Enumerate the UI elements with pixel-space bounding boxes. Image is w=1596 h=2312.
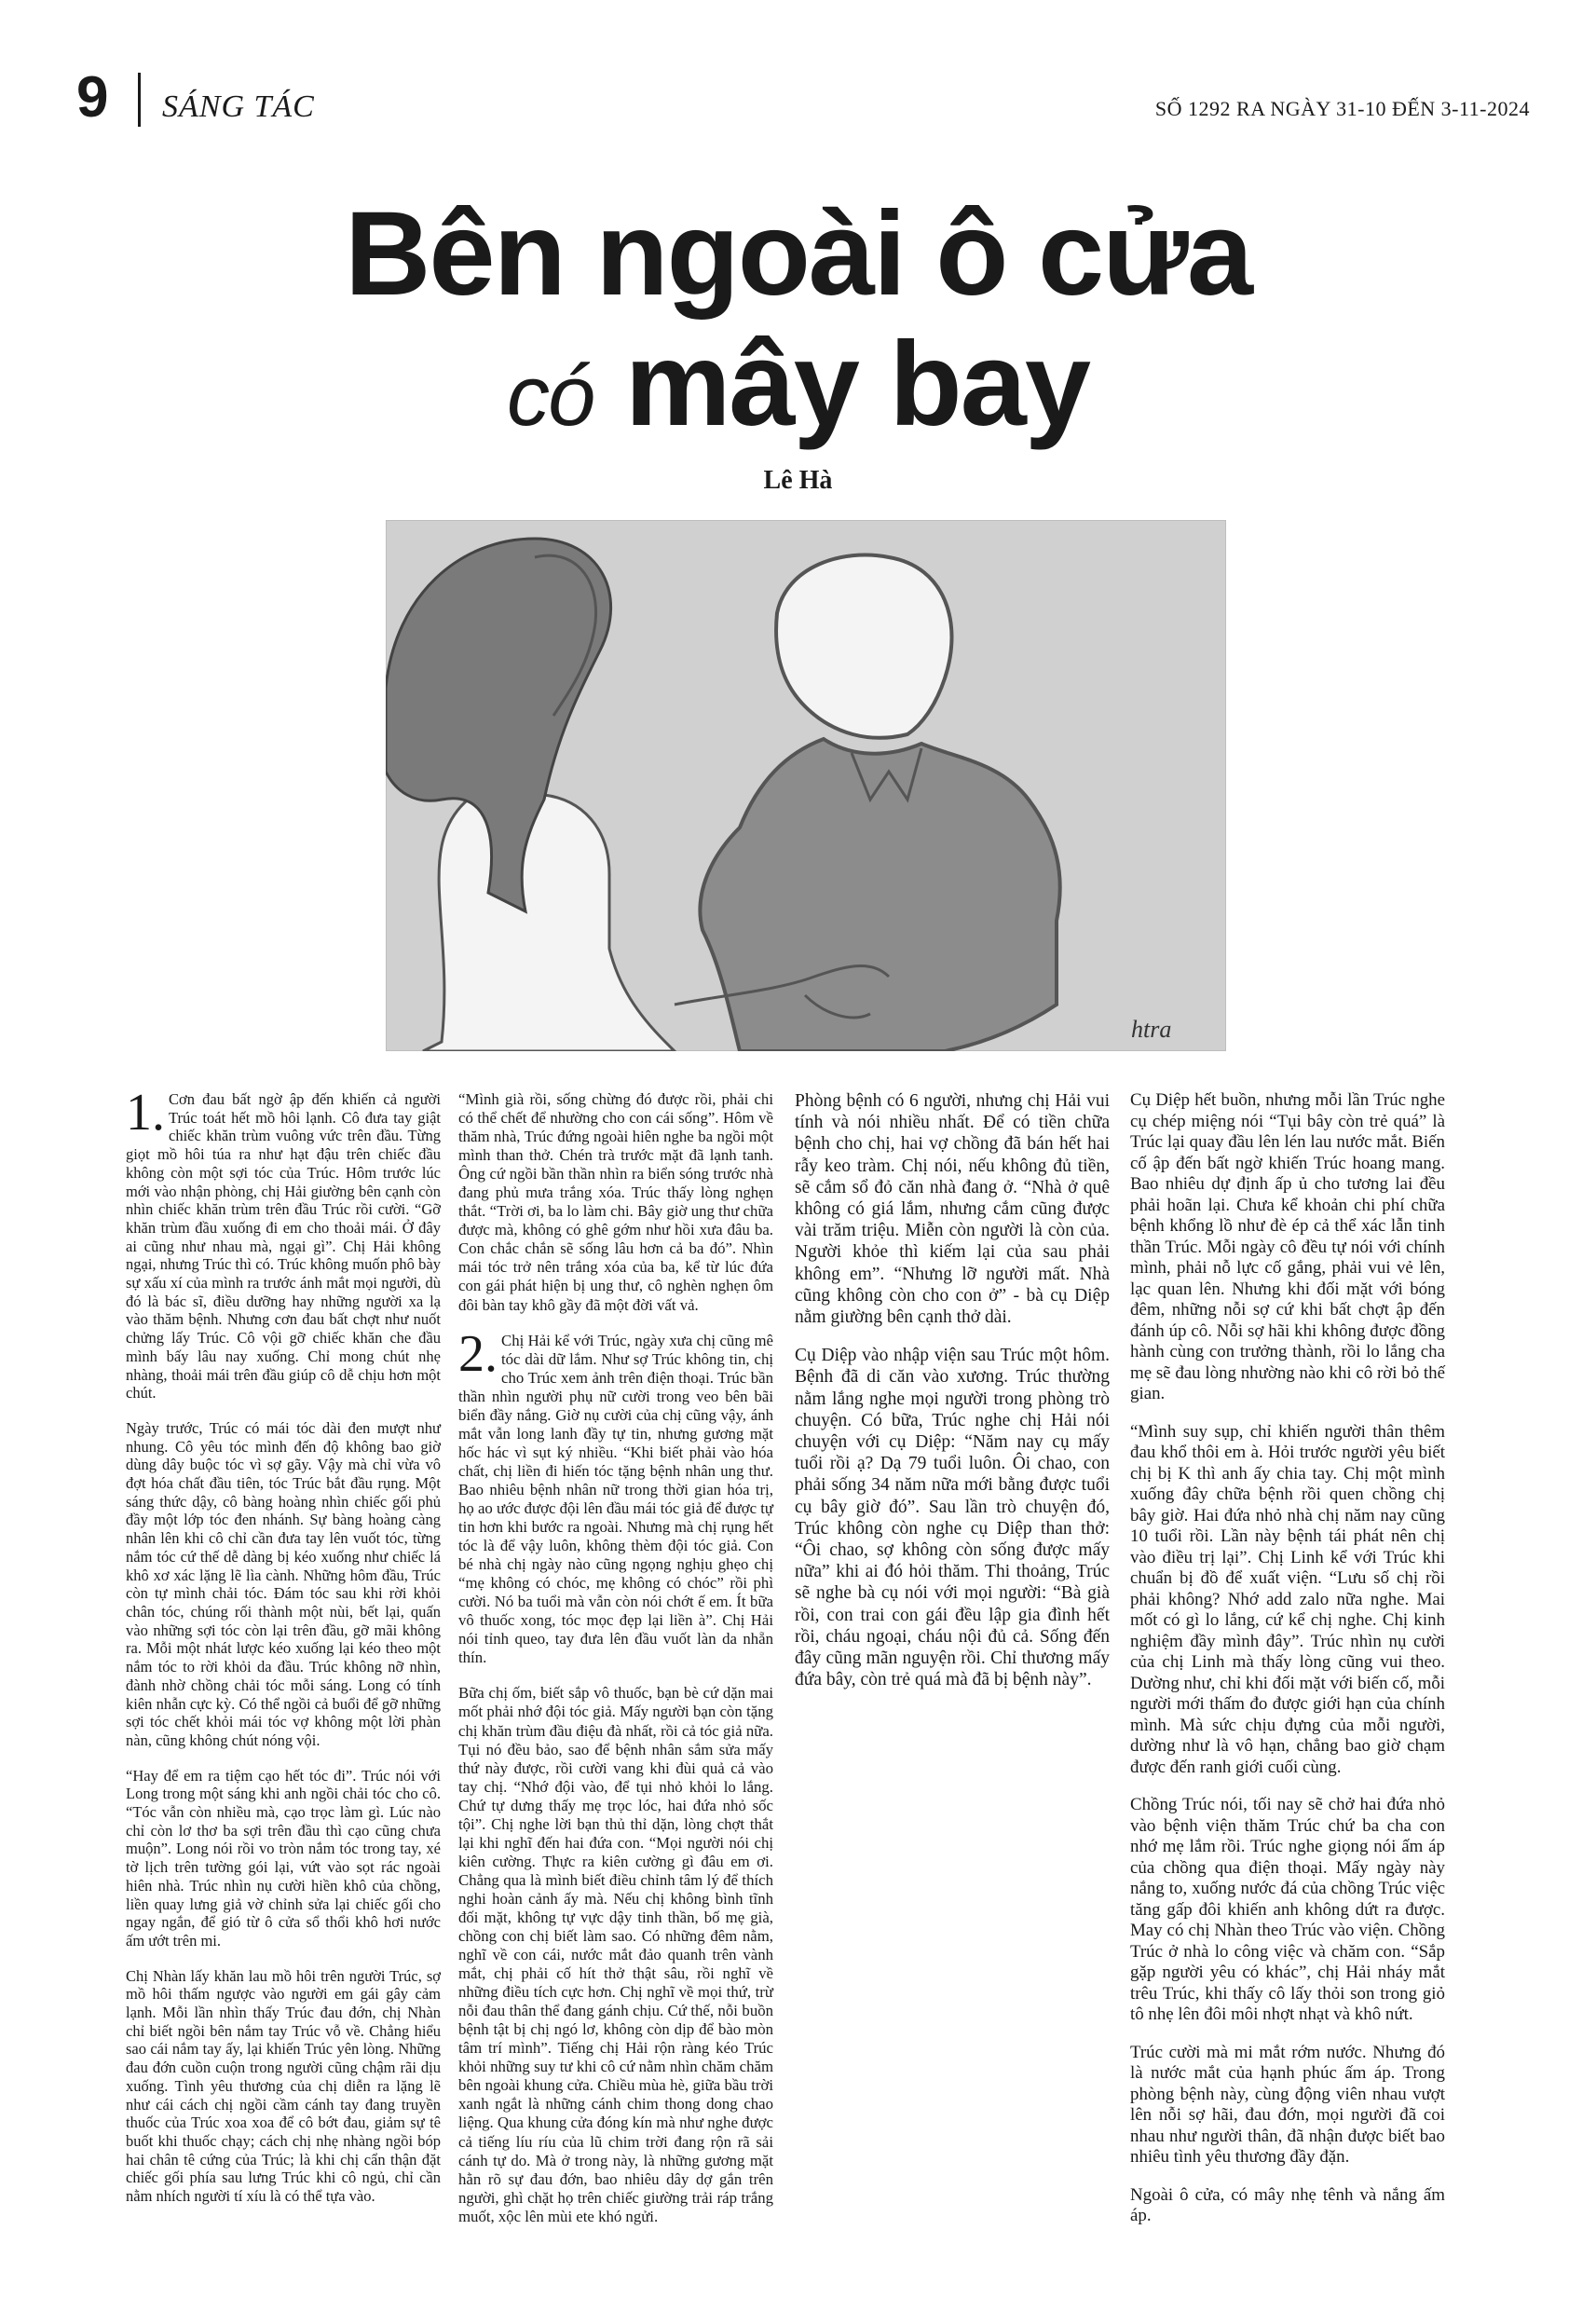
column-1 <box>126 1084 441 2223</box>
article-illustration <box>386 520 1226 1051</box>
paragraph: “Mình già rồi, sống chừng đó được rồi, phải chi có thể chết để nhường cho con cái sống”. Hôm về thăm nhà, Trúc đứng ngoài hiên nghe ba ngồi một mình than thở. Chén trà trước mặt đã lạnh tanh. Ông cứ ngồi bần thần nhìn ra biển sóng trước nhà đang phủ mưa trắng xóa. Trúc thấy lòng nghẹn thắt. “Trời ơi, ba lo làm chi. Bây giờ ung thư chữa được mà, không có ghê gớm như hồi xưa đâu ba. Con chắc chắn sẽ sống lâu hơn cả ba đó”. Nhìn mái tóc trở nên trắng xóa của ba, kể từ lúc đứa con gái phát hiện bị ung thư, cô nghèn nghẹn ôm đôi bàn tay khô gầy đã một đời vất vả. <box>458 1090 773 1314</box>
article-title-line1: Bên ngoài ô cửa <box>344 187 1252 321</box>
paragraph: Ngày trước, Trúc có mái tóc dài đen mượt như nhung. Cô yêu tóc mình đến độ không bao giờ dùng dây buộc tóc vì sợ gãy. Vậy mà chỉ vừa vô đợt hóa chất đầu tiên, tóc Trúc bắt đầu rụng. Một sáng thức dậy, cô bàng hoàng nhìn chiếc gối phủ đầy một lớp tóc đen nhánh. Sự bàng hoàng càng nhân lên khi cô chỉ cần đưa tay lên vuốt tóc, từng nắm tóc cứ thế dễ dàng bị kéo xuống như chiếc lá khô xơ xác lặng lẽ lìa cành. Những hôm đầu, Trúc còn tự mình chải tóc. Đám tóc sau khi rời khỏi chân tóc, chúng rối thành một nùi, bết lại, quấn vào những sợi tóc còn lại trên đầu, gỡ mãi không ra. Mỗi một nhát lược kéo xuống lại kéo theo một nắm tóc to rời khỏi da đầu. Trúc không nỡ nhìn, đành nhờ chồng chải tóc mỗi sáng. Long có tính kiên nhẫn cực kỳ. Có thể ngồi cả buổi để gỡ những sợi tóc chết khỏi mái tóc vợ không một lời phàn nàn, cũng không chút nóng vội. <box>126 1418 441 1749</box>
part-2-number: 2. <box>458 1324 498 1383</box>
page-header <box>76 65 1530 130</box>
author-byline: Lê Hà <box>763 466 833 495</box>
article-body <box>0 1084 1596 2255</box>
page-number: 9 <box>76 65 109 130</box>
article-title-line2 <box>0 315 1596 466</box>
issue-info: SỐ 1292 RA NGÀY 31-10 ĐẾN 3-11-2024 <box>1154 97 1530 120</box>
paragraph: Bữa chị ốm, biết sắp vô thuốc, bạn bè cứ dặn mai mốt phải nhớ đội tóc giả. Mấy người bạn còn tặng chị khăn trùm đầu điệu đà nhất, rồi cả tóc giả nữa. Tụi nó đều bảo, sao để bệnh nhân sắm sửa mấy thứ này được, rồi cười vang khi đùi quả cả vào tay chị. “Nhớ đội vào, để tụi nhỏ khỏi lo lắng. Chứ tự dưng thấy mẹ trọc lóc, hai đứa nhỏ sốc tội”. Chị nghe lời bạn thủ thỉ dặn, lòng chợt thắt lại khi nghĩ đến hai đứa con. “Mọi người nói chị kiên cường. Thực ra kiên cường gì đâu em ơi. Chẳng qua là mình biết điều chỉnh tâm lý để thích nghi hoàn cảnh ấy mà. Nếu chị không bình tĩnh đối mặt, không tự vực dậy tinh thần, bố mẹ già, chồng con chị biết làm sao. Có những đêm nằm, nghĩ về con cái, nước mắt đảo quanh trên vành mắt, chị phải cố hít thở thật sâu, rồi nghĩ về những điều tích cực hơn. Chị nghĩ về mọi thứ, trừ nỗi đau thân thể đang gánh chịu. Cứ thế, nỗi buồn bệnh tật bị chị ngó lơ, không còn dịp để bào mòn tâm trí mình”. Tiếng chị Hải rộn ràng kéo Trúc khỏi những suy tư khi cô cứ nằm nhìn chăm chăm bên ngoài khung cửa. Chiều mùa hè, giữa bầu trời xanh ngắt là những cánh chim thong dong chao liệng. Qua khung cửa đóng kín mà như nghe được cả tiếng líu ríu của lũ chim trời đang rộn rã sải cánh tự do. Mà ở trong này, là những gương mặt hằn rõ sự đau đớn, bao nhiêu dây dợ gắn trên người, ghì chặt họ trên chiếc giường trải ráp trắng muốt, xộc lên mùi ete khó ngửi. <box>458 1684 773 2225</box>
title-rest: mây bay <box>624 318 1090 451</box>
paragraph: Trúc cười mà mi mắt rớm nước. Nhưng đó là nước mắt của hạnh phúc ấm áp. Trong phòng bệnh này, cùng động viên nhau vượt lên nỗi sợ hãi, đau đớn, mọi người đã coi nhau như người thân, đã nhận được biết bao nhiêu tình yêu thương đầy đặn. <box>1130 2042 1445 2167</box>
section-label: SÁNG TÁC <box>162 89 315 124</box>
column-3 <box>795 1090 1110 1707</box>
paragraph: Cụ Diệp vào nhập viện sau Trúc một hôm. Bệnh đã di căn vào xương. Trúc thường nằm lắng nghe mọi người trong phòng trò chuyện. Có bữa, Trúc nghe chị Hải nói chuyện với cụ Diệp: “Năm nay cụ mấy tuổi rồi ạ? Dạ 79 tuổi luôn. Ôi chao, con phải sống 34 năm nữa mới bằng được tuổi cụ bây giờ đó”. Sau lần trò chuyện đó, Trúc không còn nghe cụ Diệp than thở: “Ôi chao, sợ không còn sống được mấy nữa” khi ai đó hỏi thăm. Thi thoảng, Trúc sẽ nghe bà cụ nói với mọi người: “Bà già rồi, con trai con gái đều lập gia đình hết rồi, cháu ngoại, cháu nội đủ cả. Sống đến đây cũng mãn nguyện rồi. Chỉ thương mấy đứa bây, còn trẻ quá mà đã bị bệnh này”. <box>795 1346 1110 1690</box>
paragraph: Phòng bệnh có 6 người, nhưng chị Hải vui tính và nói nhiều nhất. Để có tiền chữa bệnh cho chị, hai vợ chồng đã bán hết hai rẫy keo tràm. Chị nói, nếu không đủ tiền, sẽ cắm sổ đỏ căn nhà đang ở. “Nhà ở quê không có giá lắm, nhưng cắm cũng được vài trăm triệu. Miễn còn người là còn của. Người khỏe thì kiếm lại của sau phải không em”. “Nhưng lỡ người mất. Nhà cũng không còn cho con ở” - bà cụ Diệp nằm giường bên cạnh thở dài. <box>795 1091 1110 1328</box>
title-italic-word: có <box>506 349 594 444</box>
paragraph: Ngoài ô cửa, có mây nhẹ tênh và nắng ấm áp. <box>1130 2184 1445 2225</box>
paragraph: Cơn đau bất ngờ ập đến khiến cả người Trúc toát hết mồ hôi lạnh. Cô đưa tay giật chiếc khăn trùm vuông vức trên đầu. Từng giọt mồ hôi túa ra như hạt đậu trên chiếc đầu không còn một sợi tóc của Trúc. Hôm trước lúc mới vào nhận phòng, chị Hải giường bên cạnh còn nhìn chiếc khăn trùm trên đầu Trúc rồi cười. “Gỡ khăn trùm đầu xuống đi em cho thoải mái. Ở đây ai cũng như nhau mà, ngại gì”. Chị Hải không ngại, nhưng Trúc thì có. Trúc không muốn phô bày sự xấu xí của mình ra trước ánh mắt mọi người, dù đó là bác sĩ, điều dưỡng hay những người xa lạ vào thăm bệnh. Nhưng cơn đau bất chợt như nuốt chửng lấy Trúc. Cô vội gỡ chiếc khăn che đầu mình bấy lâu nay xuống. Chỉ mong chút nhẹ nhàng, thoải mái trên đầu giúp cô dễ chịu hơn một chút. <box>126 1090 441 1402</box>
column-4 <box>1130 1090 1445 2244</box>
paragraph: Chồng Trúc nói, tối nay sẽ chở hai đứa nhỏ vào bệnh viện thăm Trúc chứ ba cha con nhớ mẹ lắm rồi. Trúc nghe giọng nói ấm áp của chồng qua điện thoại. Mấy ngày này nắng to, xuống nước đá của chồng Trúc việc tăng gấp đôi khiến anh không dứt ra được. May có chị Nhàn theo Trúc vào viện. Chồng Trúc ở nhà lo công việc và chăm con. “Sắp gặp người yêu có khác”, chị Hải nháy mắt trêu Trúc, khi thấy cô lấy thỏi son trong giỏ tô nhẹ lên đôi môi nhợt nhạt và khô nứt. <box>1130 1795 1445 2024</box>
illustration-signature: htra <box>1131 1016 1172 1043</box>
paragraph: Cụ Diệp hết buồn, nhưng mỗi lần Trúc nghe cụ chép miệng nói “Tụi bây còn trẻ quá” là Trúc lại quay đầu lên lén lau nước mắt. Biến cố ập đến bất ngờ khiến Trúc hoang mang. Bao nhiêu dự định ấp ủ cho tương lai đều phải hoãn lại. Chưa kể khoản chi phí chữa bệnh khổng lồ như đè ép cả thể xác lẫn tinh thần Trúc. Mỗi ngày cô đều tự nói với chính mình, phải nỗ lực cố gắng, phải vui vẻ lên, lạc quan lên. Nhưng khi đối mặt với bóng đêm, những nỗi sợ cứ khi bất chợt ập đến đánh úp cô. Nỗi sợ hãi khi không được đồng hành cùng con trưởng thành, rồi lo lắng cha mẹ sẽ đau lòng nhường nào khi cô rời bỏ thế gian. <box>1130 1090 1445 1403</box>
header-divider <box>138 73 141 127</box>
paragraph: “Hay để em ra tiệm cạo hết tóc đi”. Trúc nói với Long trong một sáng khi anh ngồi chải tóc cho cô. “Tóc vẫn còn nhiều mà, cạo trọc làm gì. Lúc nào chỉ còn lơ thơ ba sợi trên đầu thì cạo cũng chưa muộn”. Long nói rồi vo tròn nắm tóc trong tay, xé tờ lịch trên tường gói lại, vứt vào sọt rác ngoài hiên nhà. Trúc nhìn nụ cười hiền khô của chồng, liền quay lưng giả vờ chỉnh sửa lại chiếc gối cho ngay ngắn, để gió từ ô cửa sổ thổi khô hơi nước ấm ướt trên mi. <box>126 1766 441 1949</box>
column-2 <box>458 1090 773 2243</box>
paragraph: Chị Hải kể với Trúc, ngày xưa chị cũng mê tóc dài dữ lắm. Như sợ Trúc không tin, chị cho Trúc xem ảnh trên điện thoại. Trúc bần thần nhìn người phụ nữ cười trong veo bên bãi biển đầy nắng. Giờ nụ cười của chị cũng vậy, ánh mắt vẫn long lanh đầy tự tin, nhưng gương mặt hốc hác vì sụt ký nhiều. “Khi biết phải vào hóa chất, chị liền đi hiến tóc tặng bệnh nhân ung thư. Bao nhiêu bệnh nhân nữ trong thời gian hóa trị, họ ao ước được đội lên đầu mái tóc giả để được tự tin hơn khi bước ra ngoài. Nhưng mà chị rụng hết tóc là để vậy luôn, không thèm đội tóc giả. Con bé nhà chị ngày nào cũng ngọng nghịu ghẹo chị “mẹ không có chóc, mẹ không có chóc” rồi phì cười. Nó ba tuổi mà vẫn còn nói chớt ế em. Ít bữa vô thuốc xong, tóc mọc đẹp lại liền à”. Chị Hải nói tỉnh queo, tay đưa lên đầu vuốt làn da nhẵn thín. <box>458 1331 773 1667</box>
part-1-number: 1. <box>126 1084 165 1142</box>
paragraph: Chị Nhàn lấy khăn lau mồ hôi trên người Trúc, sợ mồ hôi thấm ngược vào người em gái gây cảm lạnh. Mỗi lần nhìn thấy Trúc đau đớn, chị Nhàn chỉ biết ngồi bên nắm tay Trúc vỗ về. Chẳng hiểu sao cái nắm tay ấy, lại khiến Trúc yên lòng. Những đau đớn cuồn cuộn trong người cũng chậm rãi dịu xuống. Tình yêu thương của chị diễn ra lặng lẽ như cái cách chị ngồi cầm cánh tay đang truyền thuốc của Trúc xoa xoa để cô bớt đau, giảm sự tê buốt khi thuốc chạy; cách chị nhẹ nhàng ngồi bóp hai chân tê cứng của Trúc; là khi chị cẩn thận đặt chiếc gối phía sau lưng Trúc khi cô ngủ, chỉ cần nằm nhích người tí xíu là có thể tựa vào. <box>126 1966 441 2206</box>
paragraph: “Mình suy sụp, chỉ khiến người thân thêm đau khổ thôi em à. Hỏi trước người yêu biết chị bị K thì anh ấy chia tay. Chị một mình xuống đây chữa bệnh rồi quen chồng chị bây giờ. Hai đứa nhỏ nhà chị năm nay cũng 10 tuổi rồi. Lần này bệnh tái phát nên chị vào điều trị lại”. Chị Linh kể với Trúc khi chuẩn bị đồ để xuất viện. “Lưu số chị rồi phải không? Nhớ add zalo nữa nghe. Mai mốt có gì lo lắng, cứ kể chị nghe. Chị kinh nghiệm đầy mình đây”. Trúc nhìn nụ cười của chị Linh mà thấy lòng cũng vui theo. Dường như, chỉ khi đối mặt với biến cố, mỗi người mới thấm đo được giới hạn của chính mình. Mà sức chịu đựng của mỗi người, dường như là vô hạn, chẳng bao giờ chạm được đến ranh giới cuối cùng. <box>1130 1421 1445 1777</box>
